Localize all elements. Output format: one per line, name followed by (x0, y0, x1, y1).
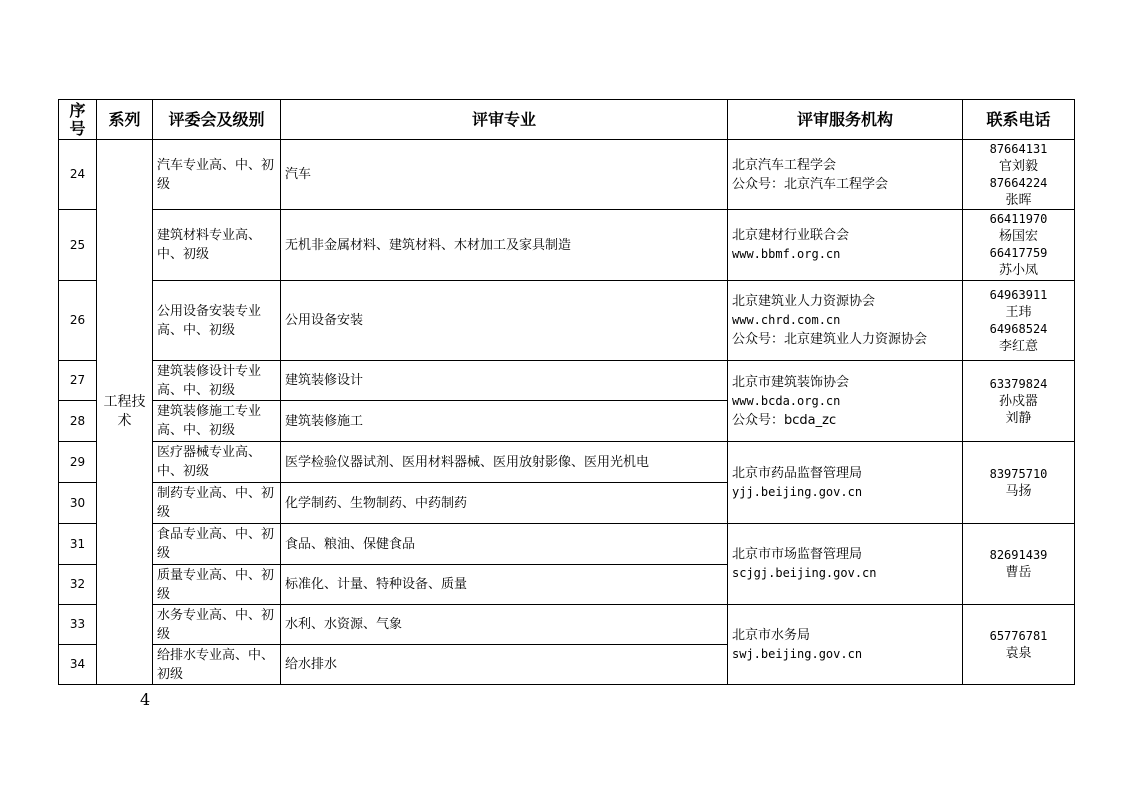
contact-name: 李红意 (998, 338, 1038, 354)
specialty-cell: 水利、水资源、气象 (281, 605, 728, 645)
committee-cell: 水务专业高、中、初级 (153, 605, 281, 645)
row-number: 29 (59, 442, 97, 483)
org-cell (728, 361, 963, 442)
org-cell (728, 210, 963, 281)
contact-name: 曹岳 (1005, 565, 1032, 580)
specialty-cell: 汽车 (281, 140, 728, 210)
page-number: 4 (140, 690, 151, 709)
specialty-cell: 化学制药、生物制药、中药制药 (281, 483, 728, 524)
specialty-cell: 医学检验仪器试剂、医用材料器械、医用放射影像、医用光机电 (281, 442, 728, 483)
committee-cell: 建筑材料专业高、中、初级 (153, 210, 281, 281)
table-row (59, 281, 1075, 361)
row-number: 25 (59, 210, 97, 281)
header-specialty: 评审专业 (281, 100, 728, 140)
org-cell (728, 605, 963, 685)
contact-name: 袁泉 (1005, 645, 1032, 661)
phone-number: 65776781 (989, 628, 1048, 643)
specialty-cell: 无机非金属材料、建筑材料、木材加工及家具制造 (281, 210, 728, 281)
org-line: www.chrd.com.cn (732, 313, 841, 327)
contact-name: 马扬 (1005, 483, 1032, 499)
specialty-cell: 给水排水 (281, 645, 728, 685)
phone-number: 87664131 (989, 141, 1048, 156)
header-phone: 联系电话 (963, 100, 1075, 140)
table-row (59, 605, 1075, 645)
phone-cell (963, 361, 1075, 442)
table-header-row (59, 100, 1075, 140)
specialty-cell: 公用设备安装 (281, 281, 728, 361)
committee-cell: 建筑装修设计专业高、中、初级 (153, 361, 281, 401)
org-cell (728, 140, 963, 210)
contact-name: 孙戍嚣 (998, 393, 1038, 409)
contact-name: 刘静 (1005, 410, 1032, 426)
contact-name: 杨国宏 (998, 229, 1038, 244)
committee-cell: 汽车专业高、中、初级 (153, 140, 281, 210)
specialty-cell: 食品、粮油、保健食品 (281, 524, 728, 565)
committee-cell: 建筑装修施工专业高、中、初级 (153, 401, 281, 442)
org-line: 公众号：北京建筑业人力资源协会 (732, 332, 928, 347)
phone-number: 64968524 (989, 321, 1048, 336)
contact-name: 官刘毅 (998, 158, 1038, 174)
org-cell (728, 524, 963, 605)
committee-cell: 给排水专业高、中、初级 (153, 645, 281, 685)
org-line: 北京汽车工程学会 (732, 157, 837, 173)
org-line: www.bbmf.org.cn (732, 247, 841, 261)
contact-name: 张晖 (1005, 192, 1032, 208)
committee-cell: 医疗器械专业高、中、初级 (153, 442, 281, 483)
row-number: 30 (59, 483, 97, 524)
phone-cell (963, 605, 1075, 685)
org-line: 公众号：bcda_zc (732, 412, 837, 428)
contact-name: 王玮 (1005, 304, 1032, 320)
specialty-cell: 标准化、计量、特种设备、质量 (281, 565, 728, 605)
phone-number: 63379824 (989, 376, 1048, 391)
row-number: 34 (59, 645, 97, 685)
row-number: 33 (59, 605, 97, 645)
series-cell: 工程技术 (97, 140, 153, 685)
org-line: 北京市建筑装饰协会 (732, 374, 850, 390)
evaluation-table (58, 99, 1075, 685)
org-line: swj.beijing.gov.cn (732, 646, 863, 661)
specialty-cell: 建筑装修施工 (281, 401, 728, 442)
phone-cell (963, 210, 1075, 281)
table-row (59, 361, 1075, 401)
row-number: 26 (59, 281, 97, 361)
table-row (59, 442, 1075, 483)
org-line: 北京市药品监督管理局 (732, 465, 863, 481)
header-committee: 评委会及级别 (153, 100, 281, 140)
header-series: 系列 (97, 100, 153, 140)
table-row (59, 524, 1075, 565)
committee-cell: 食品专业高、中、初级 (153, 524, 281, 565)
org-line: 北京市水务局 (732, 627, 811, 643)
header-org: 评审服务机构 (728, 100, 963, 140)
org-line: 北京市市场监督管理局 (732, 547, 863, 562)
committee-cell: 公用设备安装专业高、中、初级 (153, 281, 281, 361)
row-number: 24 (59, 140, 97, 210)
org-line: yjj.beijing.gov.cn (732, 484, 863, 499)
specialty-cell: 建筑装修设计 (281, 361, 728, 401)
org-line: 北京建材行业联合会 (732, 228, 850, 243)
phone-cell (963, 524, 1075, 605)
org-cell (728, 281, 963, 361)
table-row (59, 140, 1075, 210)
row-number: 31 (59, 524, 97, 565)
phone-number: 66411970 (989, 212, 1048, 226)
row-number: 32 (59, 565, 97, 605)
org-cell (728, 442, 963, 524)
committee-cell: 质量专业高、中、初级 (153, 565, 281, 605)
org-line: 公众号：北京汽车工程学会 (732, 176, 889, 192)
phone-number: 87664224 (989, 175, 1048, 190)
org-line: scjgj.beijing.gov.cn (732, 566, 877, 580)
header-seq: 序号 (59, 100, 97, 140)
org-line: www.bcda.org.cn (732, 393, 841, 408)
phone-number: 82691439 (989, 548, 1048, 562)
phone-cell (963, 281, 1075, 361)
phone-cell (963, 442, 1075, 524)
row-number: 27 (59, 361, 97, 401)
phone-cell (963, 140, 1075, 210)
row-number: 28 (59, 401, 97, 442)
phone-number: 66417759 (989, 246, 1048, 260)
phone-number: 83975710 (989, 466, 1048, 481)
org-line: 北京建筑业人力资源协会 (732, 294, 876, 309)
contact-name: 苏小凤 (998, 263, 1038, 278)
phone-number: 64963911 (989, 287, 1048, 302)
committee-cell: 制药专业高、中、初级 (153, 483, 281, 524)
table-row (59, 210, 1075, 281)
